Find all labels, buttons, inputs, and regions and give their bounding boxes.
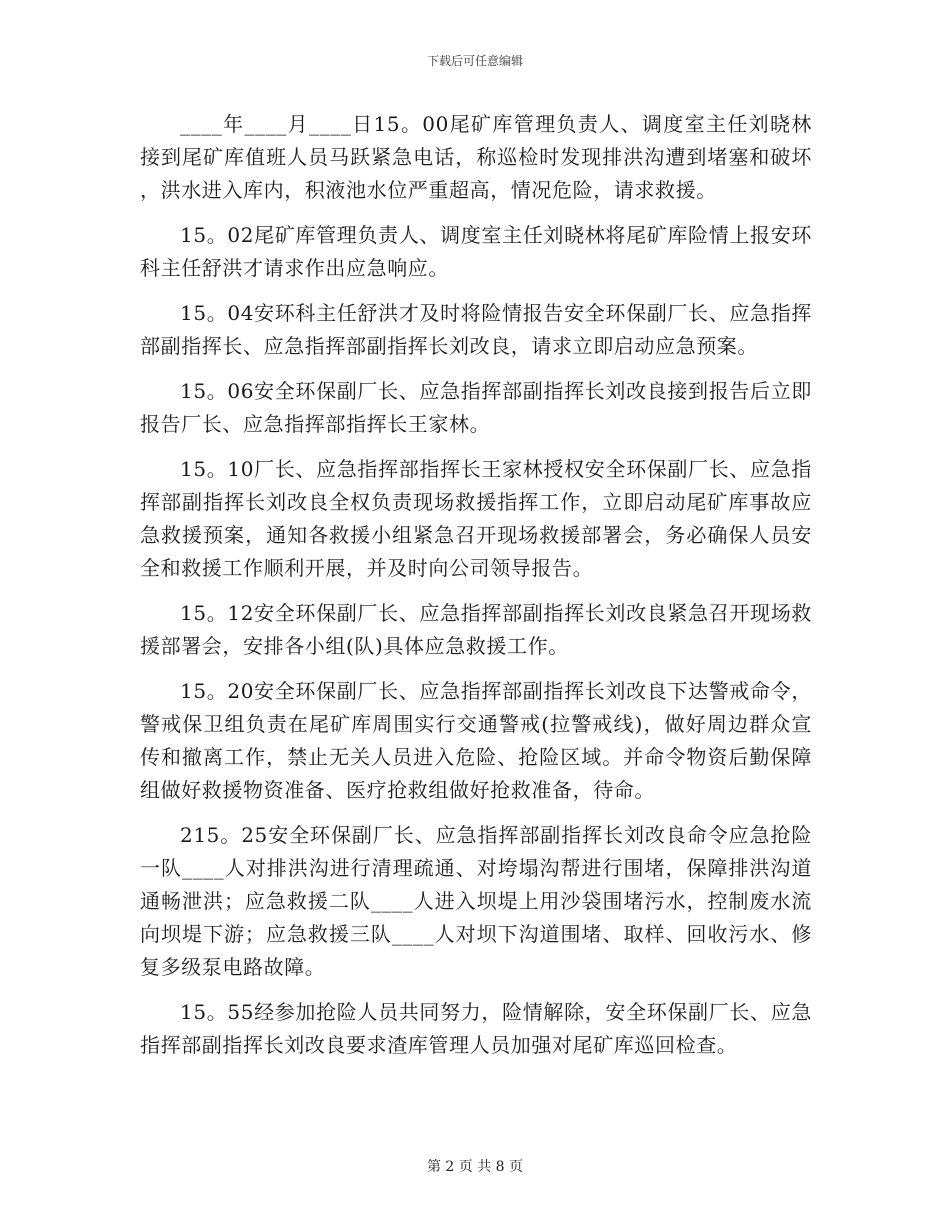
paragraph-7: 15。20安全环保副厂长、应急指挥部副指挥长刘改良下达警戒命令，警戒保卫组负责在尾矿库周围实行交通警戒(拉警戒线)，做好周边群众宣传和撤离工作，禁止无关人员进入危险、抢险区域。并命令物资后勤保障组做好救援物资准备、医疗抢救组做好抢救准备，待命。 (140, 679, 812, 802)
paragraph-9: 15。55经参加抢险人员共同努力，险情解除，安全环保副厂长、应急指挥部副指挥长刘改良要求渣库管理人员加强对尾矿库巡回检查。 (140, 1000, 812, 1057)
paragraph-4: 15。06安全环保副厂长、应急指挥部副指挥长刘改良接到报告后立即报告厂长、应急指挥部指挥长王家林。 (140, 379, 812, 436)
paragraph-1: ____年____月____日15。00尾矿库管理负责人、调度室主任刘晓林接到尾矿库值班人员马跃紧急电话，称巡检时发现排洪沟遭到堵塞和破坏，洪水进入库内，积液池水位严重超高，情况危险，请求救援。 (140, 112, 812, 202)
paragraph-5: 15。10厂长、应急指挥部指挥长王家林授权安全环保副厂长、应急指挥部副指挥长刘改良全权负责现场救援指挥工作，立即启动尾矿库事故应急救援预案，通知各救援小组紧急召开现场救援部署会，务必确保人员安全和救援工作顺利开展，并及时向公司领导报告。 (140, 457, 812, 580)
document-body (140, 108, 812, 1062)
page-footer: 第 2 页 共 8 页 (426, 1159, 524, 1175)
page-header: 下载后可任意编辑 (426, 54, 523, 68)
paragraph-2: 15。02尾矿库管理负责人、调度室主任刘晓林将尾矿库险情上报安环科主任舒洪才请求作出应急响应。 (140, 223, 812, 280)
paragraph-6: 15。12安全环保副厂长、应急指挥部副指挥长刘改良紧急召开现场救援部署会，安排各小组(队)具体应急救援工作。 (140, 601, 812, 658)
paragraph-3: 15。04安环科主任舒洪才及时将险情报告安全环保副厂长、应急指挥部副指挥长、应急指挥部副指挥长刘改良，请求立即启动应急预案。 (140, 301, 812, 358)
paragraph-8: 215。25安全环保副厂长、应急指挥部副指挥长刘改良命令应急抢险一队____人对排洪沟进行清理疏通、对垮塌沟帮进行围堵，保障排洪沟道通畅泄洪；应急救援二队____人进入坝堤上用沙袋围堵污水，控制废水流向坝堤下游；应急救援三队____人对坝下沟道围堵、取样、回收污水、修复多级泵电路故障。 (140, 823, 812, 979)
